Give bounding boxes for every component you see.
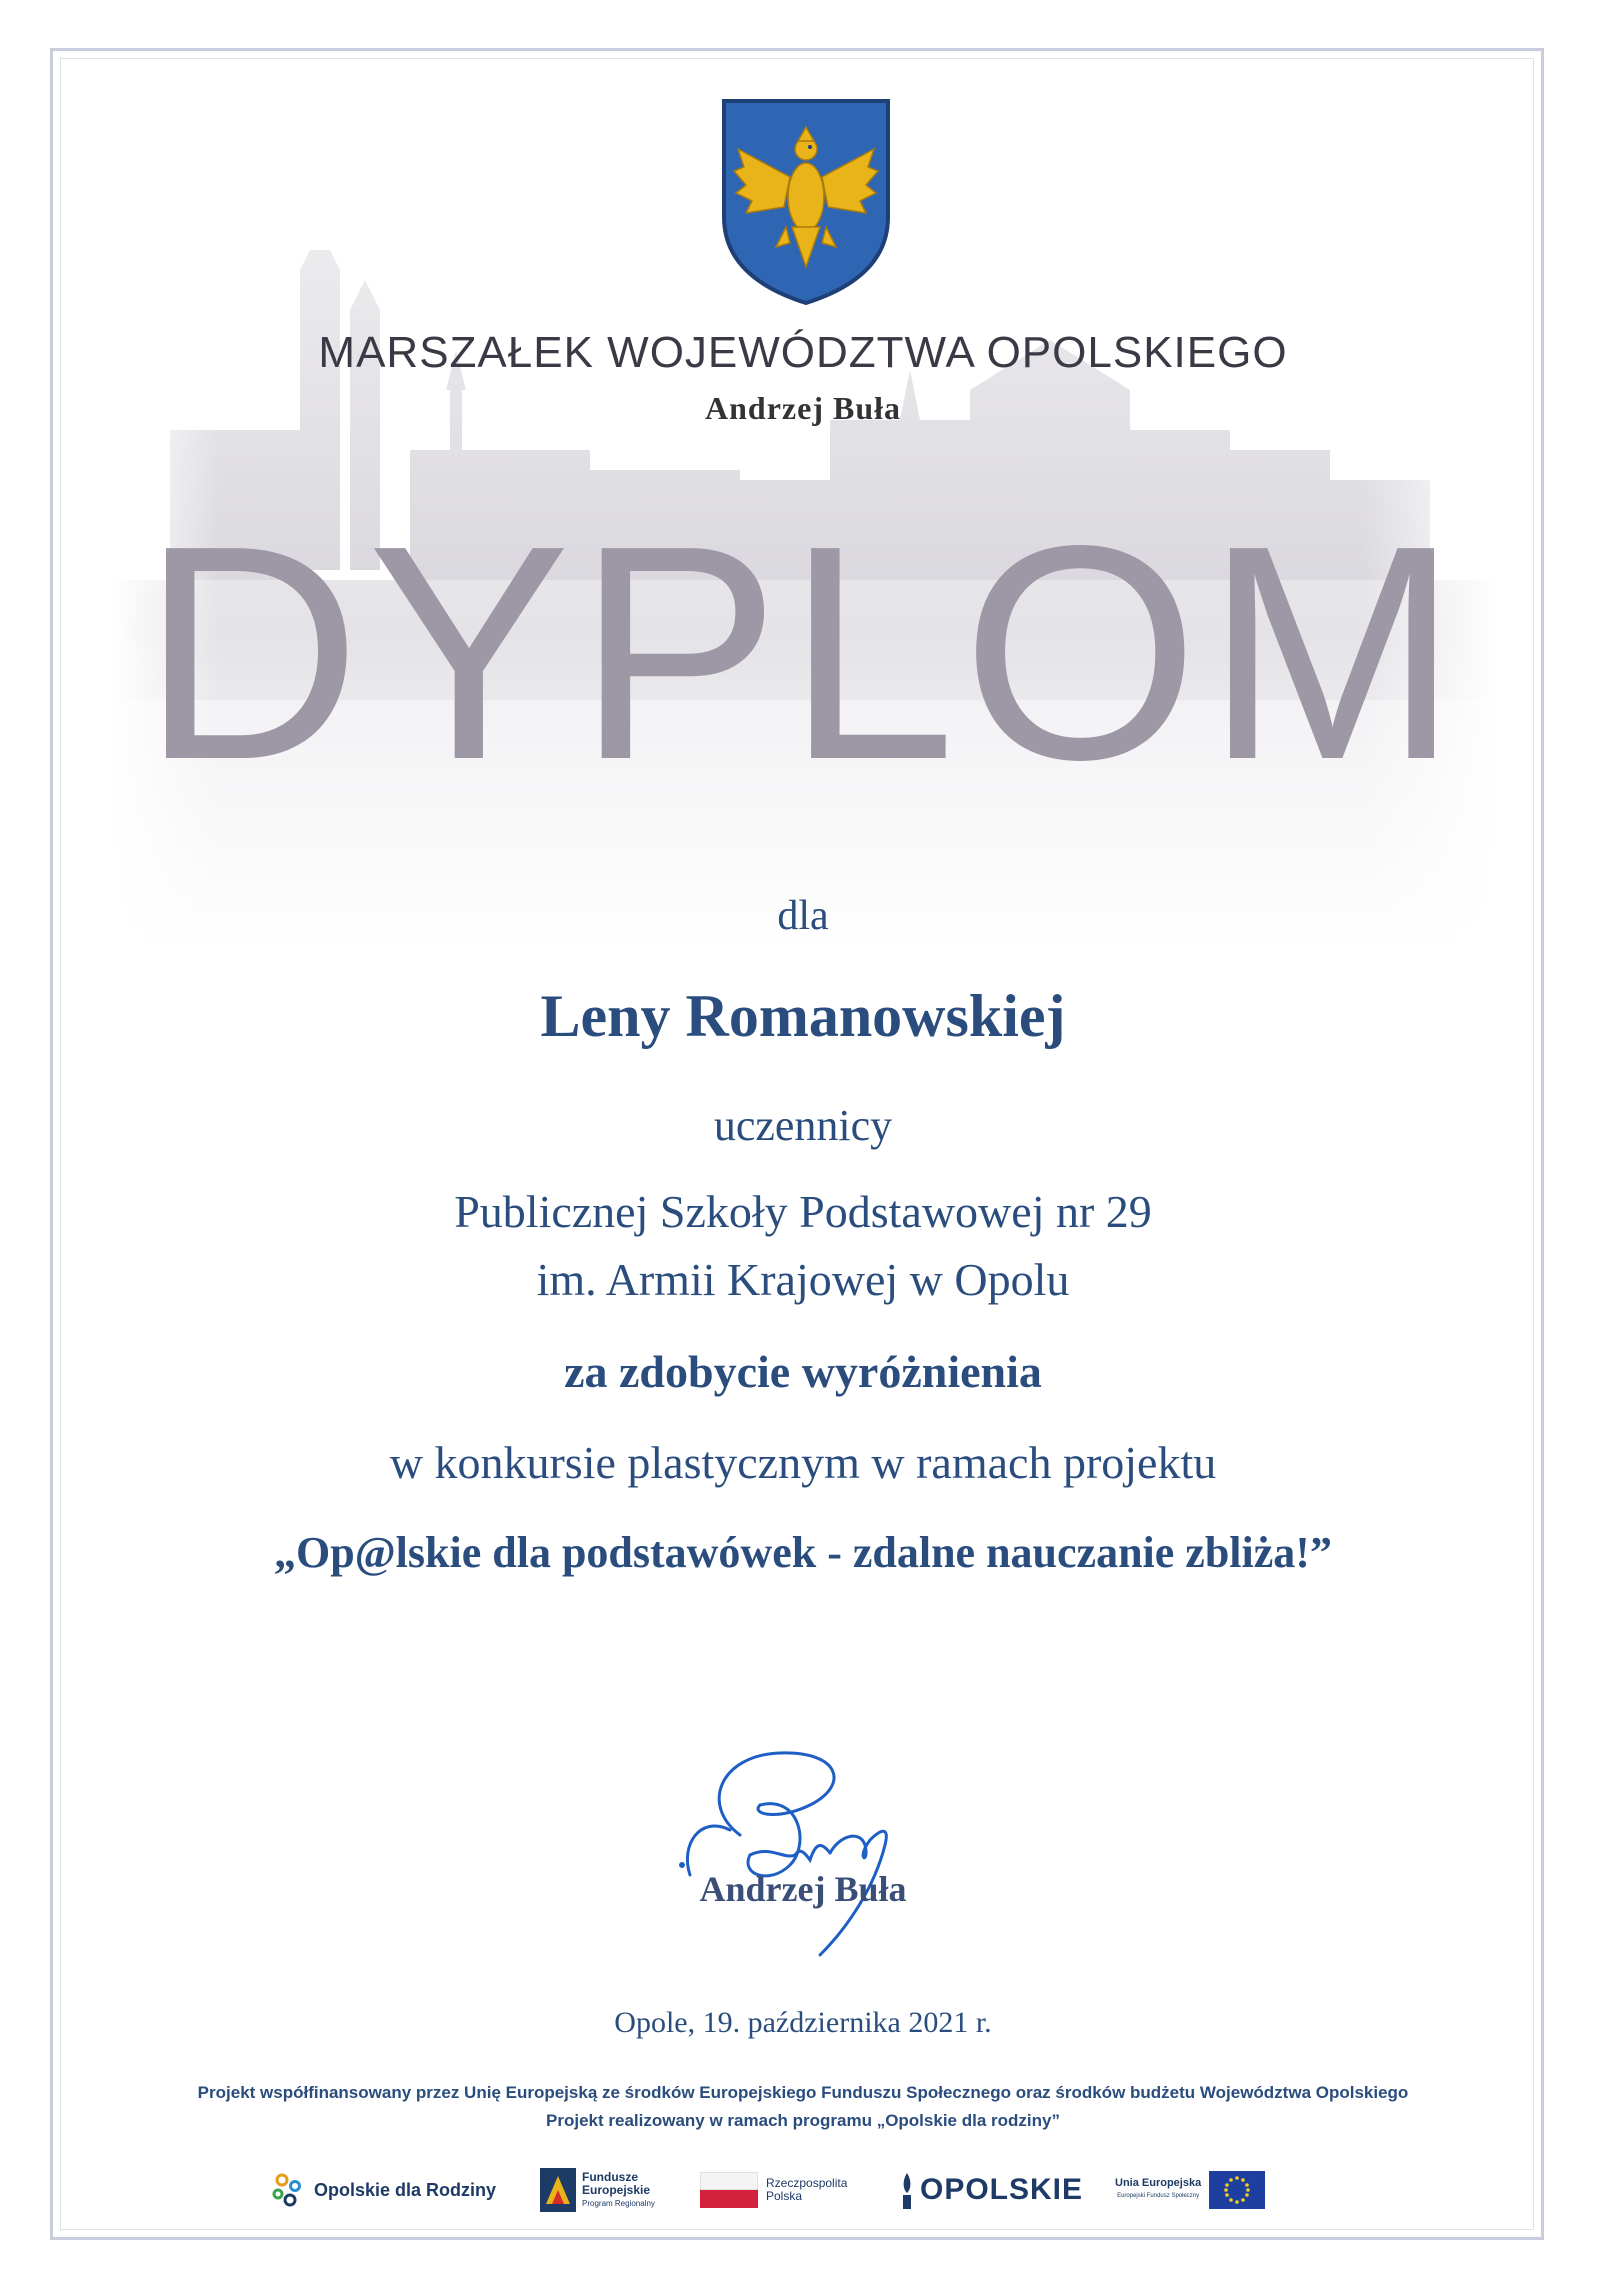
handwritten-signature [660, 1735, 960, 1975]
opolskie-dla-rodziny-icon [270, 2170, 308, 2210]
fundusze-line1: Fundusze [582, 2169, 638, 2184]
project-name: „Op@lskie dla podstawówek - zdalne nauczanie zbliża!” [274, 1528, 1332, 1577]
rp-line2: Polska [766, 2189, 803, 2203]
school-name-line2: im. Armii Krajowej w Opolu [536, 1254, 1070, 1305]
polish-flag-icon [700, 2172, 758, 2208]
opolskie-dla-rodziny-logo [270, 2160, 496, 2220]
signer-name: Andrzej Buła [699, 1869, 907, 1909]
opolskie-logo [900, 2160, 1083, 2220]
recipient-name: Leny Romanowskiej [540, 983, 1066, 1049]
issuer-name: Andrzej Buła [705, 390, 901, 426]
fundusze-europejskie-logo [540, 2160, 655, 2220]
contest-description: w konkursie plastycznym w ramach projektu [389, 1437, 1217, 1488]
ue-line1: Unia Europejska [1115, 2177, 1202, 2189]
fundusze-line3: Program Regionalny [582, 2198, 655, 2208]
issuer-title: MARSZAŁEK WOJEWÓDZTWA OPOLSKIEGO [318, 328, 1288, 377]
rp-line1: Rzeczpospolita [766, 2176, 848, 2190]
opolskie-label: OPOLSKIE [920, 2173, 1084, 2206]
eu-flag-icon [1209, 2171, 1265, 2209]
award-reason: za zdobycie wyróżnienia [564, 1346, 1042, 1397]
partner-logos [0, 2160, 1606, 2220]
for-label: dla [777, 893, 829, 939]
opolskie-mark-icon [900, 2171, 914, 2209]
opolskie-dla-rodziny-label: Opolskie dla Rodziny [314, 2179, 497, 2200]
unia-europejska-logo [1115, 2160, 1265, 2220]
place-and-date: Opole, 19. października 2021 r. [614, 2006, 992, 2039]
ue-line2: Europejski Fundusz Społeczny [1117, 2193, 1200, 2199]
school-name-line1: Publicznej Szkoły Podstawowej nr 29 [454, 1186, 1152, 1237]
program-note: Projekt realizowany w ramach programu „Opolskie dla rodziny” [546, 2111, 1060, 2130]
coat-of-arms-eagle-icon [720, 97, 892, 307]
fundusze-europejskie-icon [540, 2168, 576, 2212]
diploma-heading: DYPLOM [140, 482, 1466, 823]
funding-note: Projekt współfinansowany przez Unię Europejską ze środków Europejskiego Funduszu Społecznego oraz środków budżetu Województwa Opolskiego [197, 2083, 1409, 2102]
recipient-role: uczennicy [713, 1101, 893, 1150]
rzeczpospolita-polska-logo [700, 2160, 847, 2220]
fundusze-line2: Europejskie [582, 2182, 651, 2197]
